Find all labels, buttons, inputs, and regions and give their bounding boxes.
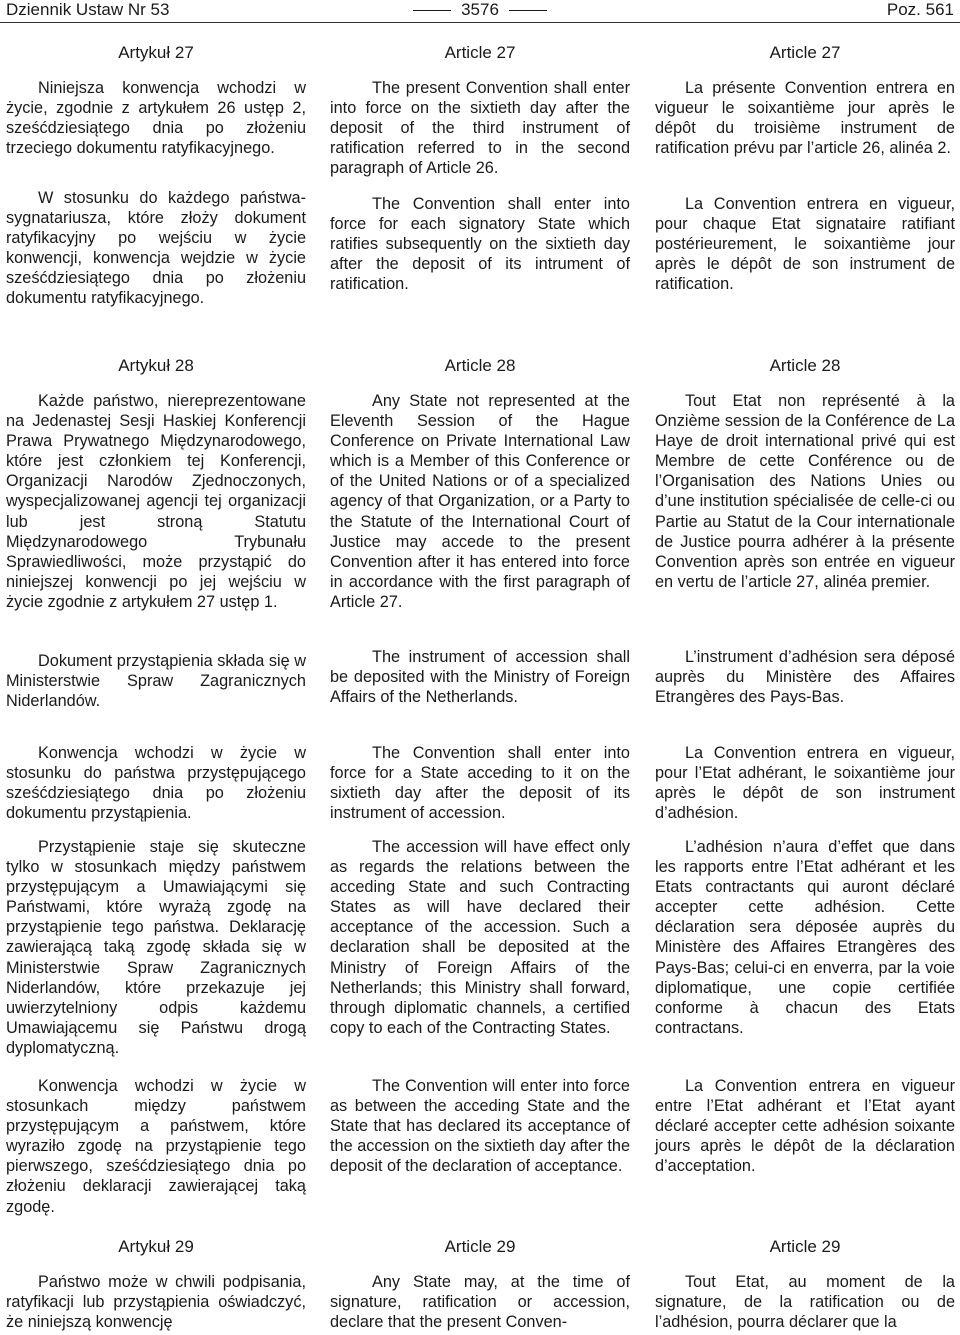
article-27-heading-en: Article 27 (444, 43, 516, 62)
article-28-para-1-fr: Tout Etat non représenté à la Onzième session de la Conférence de La Haye de droit international privé qui est Membre de cette Conférence ou de l’Organisation des Nations Unies ou d’une institution spécialisée de celle-ci ou Partie au Statut de la Cour internationale de Justice pourra adhérer à la présente Convention après son entrée en vigueur en vertu de l’article 27, alinéa premier. (655, 392, 955, 591)
page-header (0, 0, 960, 22)
article-27-para-1-fr: La présente Convention entrera en vigueur le soixantième jour après le dépôt du troisième instrument de ratification prévu par l’article 26, alinéa 2. (655, 79, 955, 158)
article-28-para-5-en: The Convention will enter into force as between the acceding State and the State that has declared its acceptance of the accession on the sixtieth day after the deposit of the declaration of acceptance. (330, 1077, 630, 1176)
dash-left (413, 10, 451, 11)
article-27-para-1-pl: Niniejsza konwencja wchodzi w życie, zgodnie z artykułem 26 ustęp 2, sześćdziesiątego dnia po złożeniu trzeciego dokumentu ratyfikacyjnego. (6, 79, 306, 158)
article-29-heading-fr: Article 29 (769, 1237, 841, 1256)
article-28-para-5-fr: La Convention entrera en vigueur entre l’Etat adhérant et l’Etat ayant déclaré accepter cette adhésion soixante jours après le dépôt de la déclaration d’acceptation. (655, 1077, 955, 1176)
article-28-para-5-pl: Konwencja wchodzi w życie w stosunkach między państwem przystępującym a państwem, które wyraziło zgodę na przystąpienie tego pierwszego, sześćdziesiątego dnia po złożeniu deklaracji zawierającej taką zgodę. (6, 1077, 306, 1216)
article-28-para-2-fr: L’instrument d’adhésion sera déposé auprès du Ministère des Affaires Etrangères des Pays-Bas. (655, 648, 955, 707)
article-28-para-3-en: The Convention shall enter into force for a State acceding to it on the sixtieth day after the deposit of its instrument of accession. (330, 744, 630, 823)
article-28-para-4-fr: L’adhésion n’aura d’effet que dans les rapports entre l’Etat adhérant et les Etats contractants qui auront déclaré accepter cette adhésion. Cette déclaration sera déposée auprès du Ministère des Affaires Etrangères des Pays-Bas; celui-ci en enverra, par la voie diplomatique, une copie certifiée conforme à chacun des Etats contractans. (655, 838, 955, 1037)
article-29-para-1-pl: Państwo może w chwili podpisania, ratyfikacji lub przystąpienia oświadczyć, że niniejszą konwencję (6, 1273, 306, 1332)
article-27-para-1-en: The present Convention shall enter into force on the sixtieth day after the deposit of the third instrument of ratification referred to in the second paragraph of Article 26. (330, 79, 630, 178)
article-28-para-1-en: Any State not represented at the Eleventh Session of the Hague Conference on Private International Law which is a Member of this Conference or of the United Nations or of a specialized agency of that Organization, or a Party to the Statute of the International Court of Justice may accede to the present Convention after it has entered into force in accordance with the first paragraph of Article 27. (330, 392, 630, 611)
article-27-para-2-fr: La Convention entrera en vigueur, pour chaque Etat signataire ratifiant postérieurement, le soixantième jour après le dépôt de son instrument de ratification. (655, 195, 955, 294)
dash-right (509, 10, 547, 11)
article-27-para-2-en: The Convention shall enter into force for each signatory State which ratifies subsequently on the sixtieth day after the deposit of its intrument of ratification. (330, 195, 630, 294)
article-29-para-1-en: Any State may, at the time of signature, ratification or accession, declare that the present Conven- (330, 1273, 630, 1332)
page-number: 3576 (461, 0, 499, 19)
article-29-heading-pl: Artykuł 29 (118, 1237, 194, 1256)
article-28-para-4-en: The accession will have effect only as regards the relations between the acceding State and such Contracting States as will have declared their acceptance of the accession. Such a declaration shall be deposited at the Ministry of Foreign Affairs of the Netherlands; this Ministry shall forward, through diplomatic channels, a certified copy to each of the Contracting States. (330, 838, 630, 1037)
position-number: Poz. 561 (886, 0, 954, 19)
article-29-heading-en: Article 29 (444, 1237, 516, 1256)
article-28-para-2-pl: Dokument przystąpienia składa się w Ministerstwie Spraw Zagranicznych Niderlandów. (6, 652, 306, 711)
article-27-heading-pl: Artykuł 27 (118, 43, 194, 62)
article-28-heading-fr: Article 28 (769, 356, 841, 375)
article-27-para-2-pl: W stosunku do każdego państwa-sygnatariusza, które złoży dokument ratyfikacyjny po wejściu w życie konwencji, konwencja wejdzie w życie sześćdziesiątego dnia po złożeniu dokumentu ratyfikacyjnego. (6, 189, 306, 308)
header-rule (0, 22, 960, 23)
article-28-para-1-pl: Każde państwo, niereprezentowane na Jedenastej Sesji Haskiej Konferencji Prawa Prywatnego Międzynarodowego, które jest członkiem tej Konferencji, Organizacji Narodów Zjednoczonych, wyspecjalizowanej agencji tej organizacji lub jest stroną Statutu Międzynarodowego Trybunału Sprawiedliwości, może przystąpić do niniejszej konwencji po jej wejściu w życie zgodnie z artykułem 27 ustęp 1. (6, 392, 306, 611)
page-number-block (0, 0, 960, 20)
article-28-heading-en: Article 28 (444, 356, 516, 375)
journal-title: Dziennik Ustaw Nr 53 (6, 0, 170, 19)
article-28-para-3-pl: Konwencja wchodzi w życie w stosunku do państwa przystępującego sześćdziesiątego dnia po złożeniu dokumentu przystąpienia. (6, 744, 306, 823)
article-28-heading-pl: Artykuł 28 (118, 356, 194, 375)
article-28-para-3-fr: La Convention entrera en vigueur, pour l’Etat adhérant, le soixantième jour après le dépôt de son instrument d’adhésion. (655, 744, 955, 823)
article-28-para-4-pl: Przystąpienie staje się skuteczne tylko w stosunkach między państwem przystępującym a Umawiającymi się Państwami, które wyrażą zgodę na przystąpienie tego państwa. Deklarację zawierającą taką zgodę składa się w Ministerstwie Spraw Zagranicznych Niderlandów, które przekazuje jej uwierzytelniony odpis każdemu Umawiającemu się Państwu drogą dyplomatyczną. (6, 838, 306, 1057)
article-29-para-1-fr: Tout Etat, au moment de la signature, de la ratification ou de l’adhésion, pourra déclarer que la (655, 1273, 955, 1332)
article-27-heading-fr: Article 27 (769, 43, 841, 62)
article-28-para-2-en: The instrument of accession shall be deposited with the Ministry of Foreign Affairs of the Netherlands. (330, 648, 630, 707)
